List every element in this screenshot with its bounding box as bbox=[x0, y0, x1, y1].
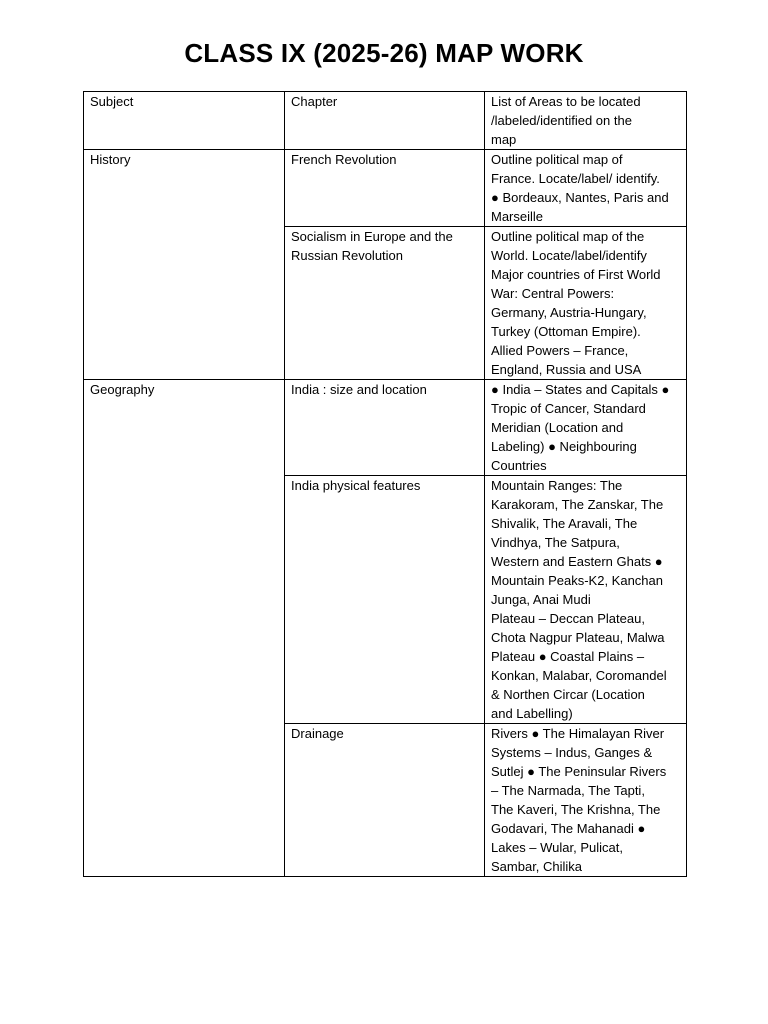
areas-line: The Kaveri, The Krishna, The bbox=[491, 802, 661, 817]
areas-line: Allied Powers – France, bbox=[491, 343, 629, 358]
areas-cell bbox=[485, 150, 687, 227]
chapter-cell: Socialism in Europe and the Russian Revolution bbox=[285, 227, 485, 380]
areas-line: Mountain Ranges: The bbox=[491, 478, 623, 493]
header-areas bbox=[485, 92, 687, 150]
areas-line: France. Locate/label/ identify. bbox=[491, 171, 660, 186]
chapter-cell: Drainage bbox=[285, 724, 485, 877]
areas-line: ● India – States and Capitals ● bbox=[491, 382, 670, 397]
areas-line: Plateau ● Coastal Plains – bbox=[491, 649, 645, 664]
areas-line: Lakes – Wular, Pulicat, bbox=[491, 840, 623, 855]
page-title: CLASS IX (2025-26) MAP WORK bbox=[184, 38, 584, 68]
chapter-cell: India : size and location bbox=[285, 380, 485, 476]
areas-line: Turkey (Ottoman Empire). bbox=[491, 324, 641, 339]
subject-cell-history: History bbox=[84, 150, 285, 380]
chapter-cell: India physical features bbox=[285, 476, 485, 724]
areas-cell bbox=[485, 476, 687, 724]
map-work-table bbox=[83, 91, 687, 877]
areas-line: War: Central Powers: bbox=[491, 286, 615, 301]
areas-line: Tropic of Cancer, Standard bbox=[491, 401, 646, 416]
areas-line: Rivers ● The Himalayan River bbox=[491, 726, 665, 741]
chapter-cell: French Revolution bbox=[285, 150, 485, 227]
areas-line: Konkan, Malabar, Coromandel bbox=[491, 668, 667, 683]
table-row bbox=[84, 150, 687, 227]
areas-line: Chota Nagpur Plateau, Malwa bbox=[491, 630, 665, 645]
areas-line: World. Locate/label/identify bbox=[491, 248, 647, 263]
areas-line: Outline political map of bbox=[491, 152, 623, 167]
areas-line: Meridian (Location and bbox=[491, 420, 624, 435]
header-chapter: Chapter bbox=[285, 92, 485, 150]
areas-line: England, Russia and USA bbox=[491, 362, 642, 377]
header-areas-line: /labeled/identified on the bbox=[491, 113, 632, 128]
areas-line: – The Narmada, The Tapti, bbox=[491, 783, 645, 798]
header-areas-line: map bbox=[491, 132, 517, 147]
areas-line: & Northen Circar (Location bbox=[491, 687, 645, 702]
areas-line: Germany, Austria-Hungary, bbox=[491, 305, 647, 320]
areas-line: Countries bbox=[491, 458, 547, 473]
areas-line: Vindhya, The Satpura, bbox=[491, 535, 620, 550]
areas-line: Sambar, Chilika bbox=[491, 859, 583, 874]
areas-cell bbox=[485, 724, 687, 877]
areas-line: ● Bordeaux, Nantes, Paris and bbox=[491, 190, 669, 205]
header-areas-line: List of Areas to be located bbox=[491, 94, 641, 109]
areas-line: Junga, Anai Mudi bbox=[491, 592, 591, 607]
areas-cell bbox=[485, 227, 687, 380]
header-subject: Subject bbox=[84, 92, 285, 150]
areas-line: Shivalik, The Aravali, The bbox=[491, 516, 638, 531]
areas-line: Systems – Indus, Ganges & bbox=[491, 745, 653, 760]
areas-line: Marseille bbox=[491, 209, 544, 224]
areas-line: Karakoram, The Zanskar, The bbox=[491, 497, 664, 512]
areas-line: Plateau – Deccan Plateau, bbox=[491, 611, 645, 626]
subject-cell-geography: Geography bbox=[84, 380, 285, 877]
areas-line: Godavari, The Mahanadi ● bbox=[491, 821, 646, 836]
areas-line: Sutlej ● The Peninsular Rivers bbox=[491, 764, 667, 779]
areas-line: Outline political map of the bbox=[491, 229, 645, 244]
areas-line: Mountain Peaks-K2, Kanchan bbox=[491, 573, 663, 588]
table-row bbox=[84, 380, 687, 476]
areas-cell bbox=[485, 380, 687, 476]
table-header-row bbox=[84, 92, 687, 150]
areas-line: Major countries of First World bbox=[491, 267, 661, 282]
areas-line: and Labelling) bbox=[491, 706, 573, 721]
areas-line: Western and Eastern Ghats ● bbox=[491, 554, 663, 569]
areas-line: Labeling) ● Neighbouring bbox=[491, 439, 637, 454]
